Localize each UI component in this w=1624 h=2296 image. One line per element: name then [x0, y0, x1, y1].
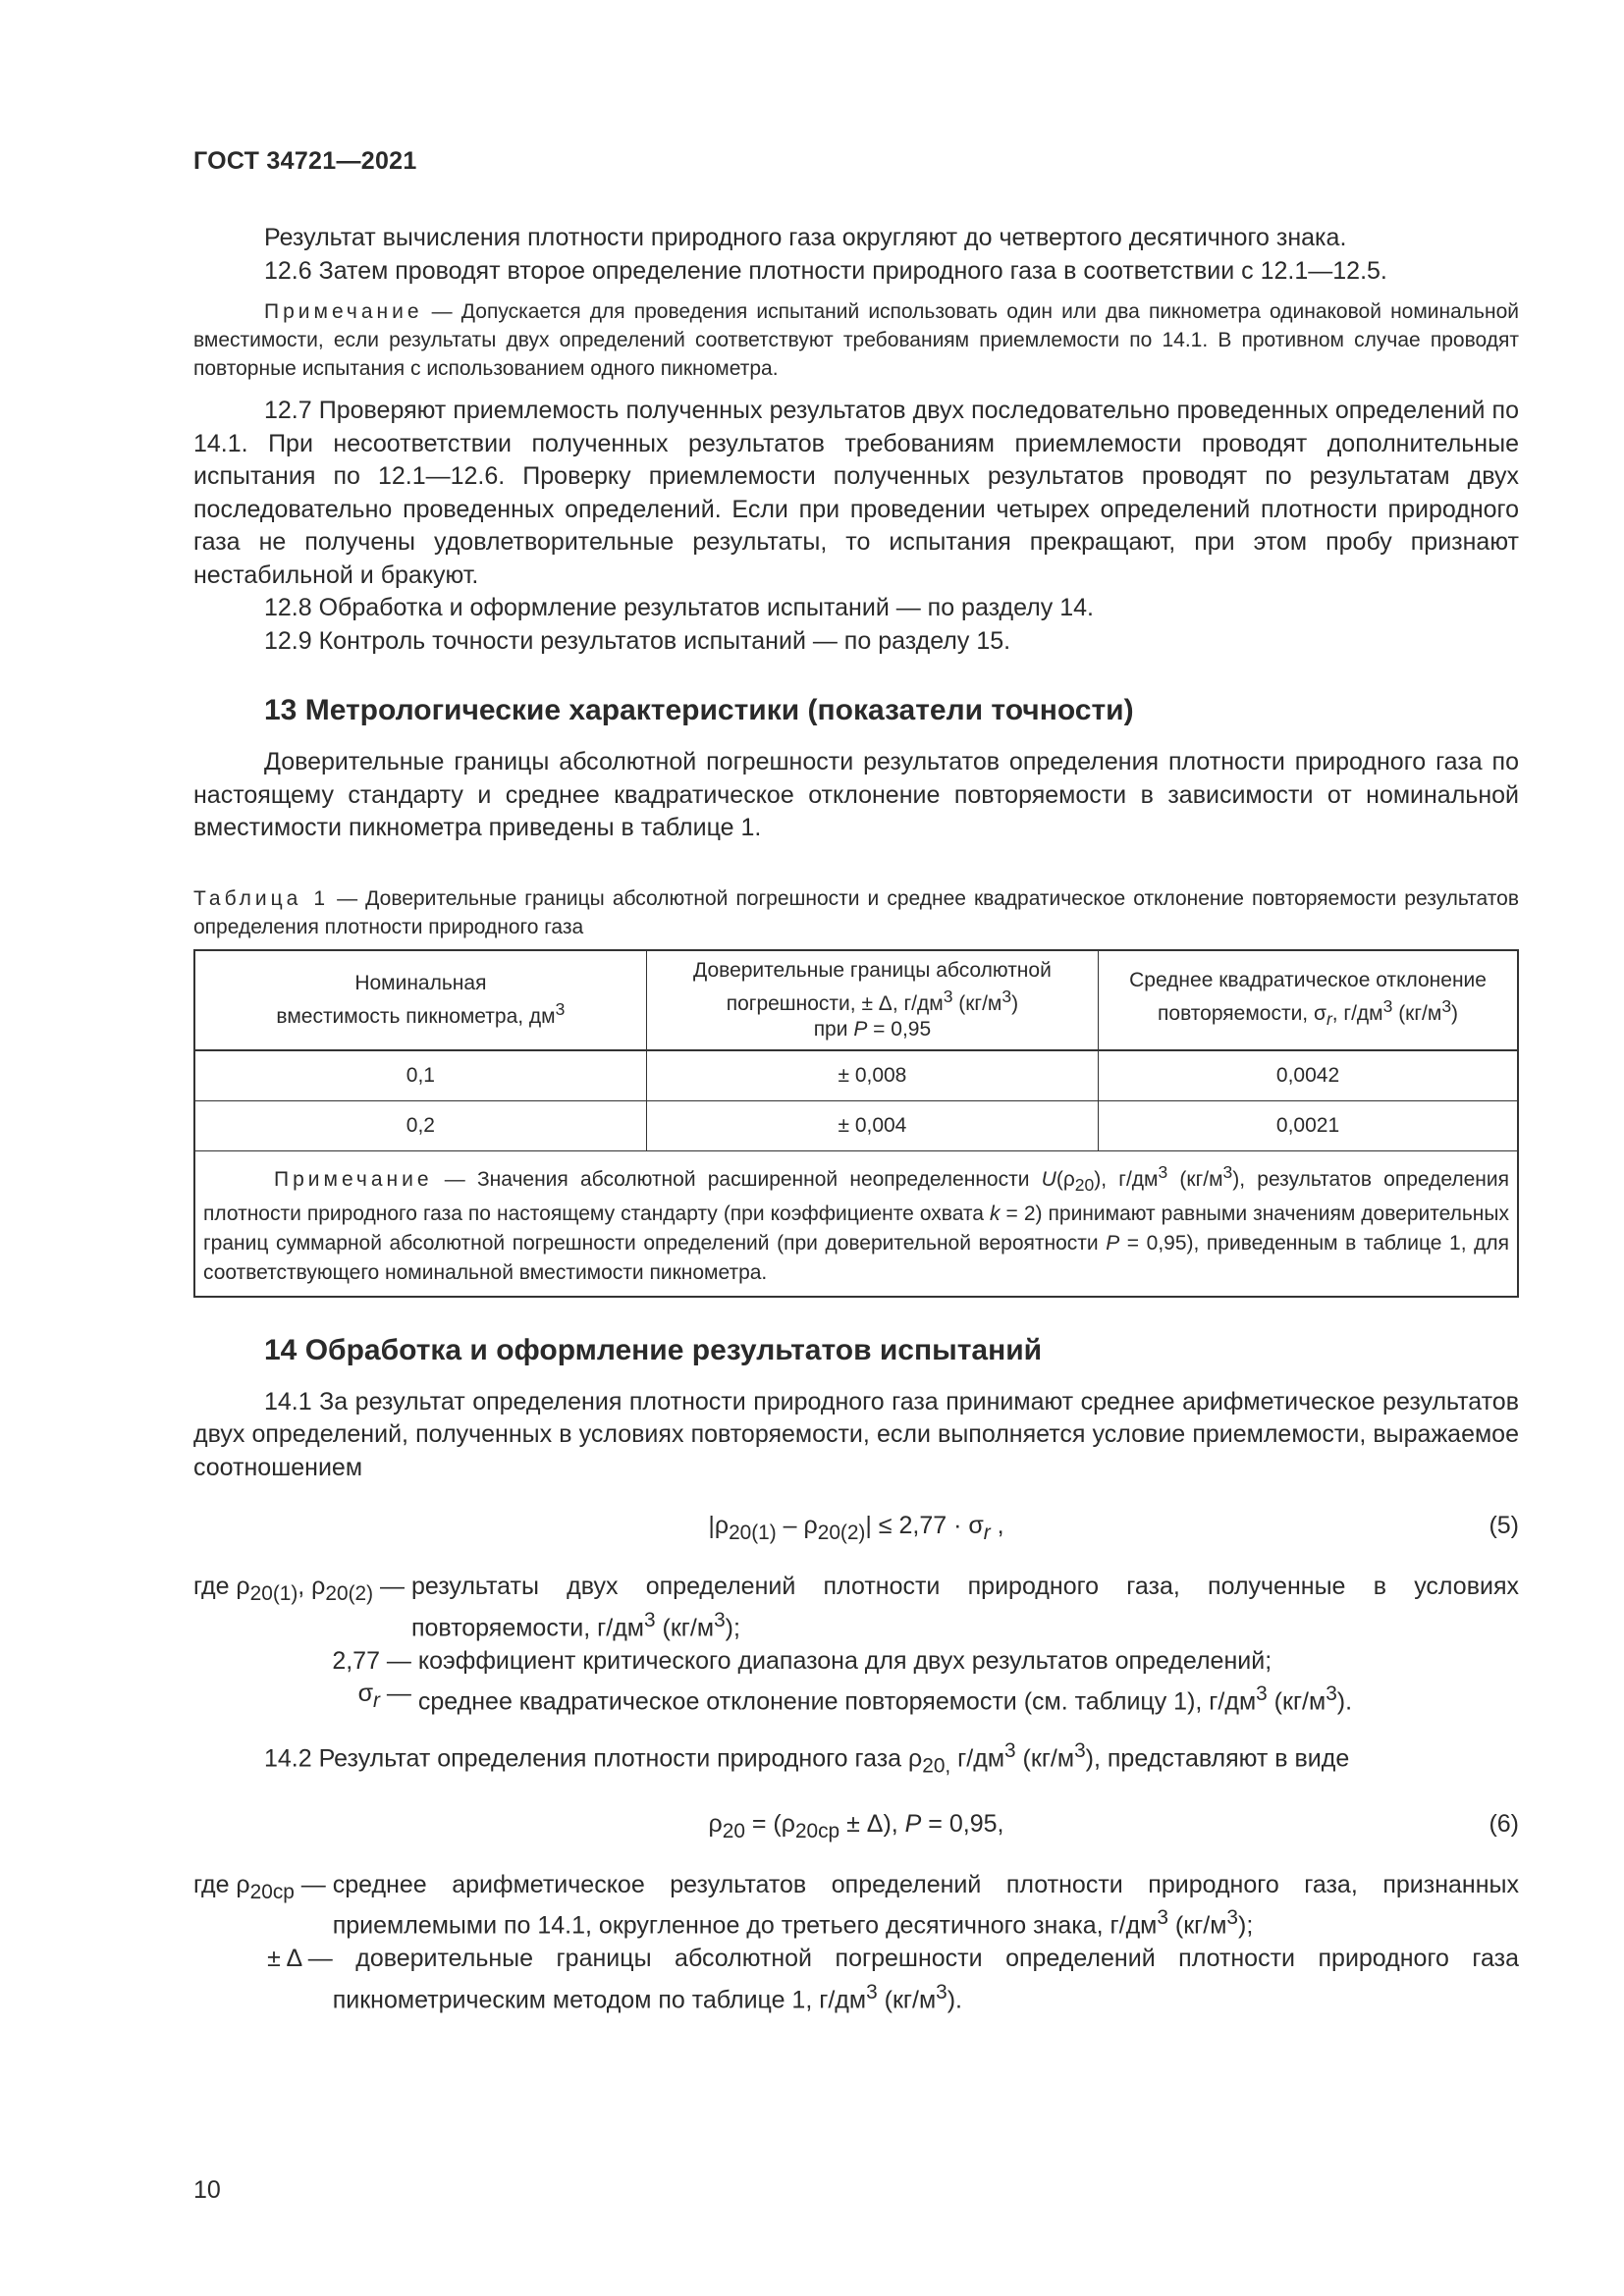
table-row [194, 1050, 1518, 1101]
equation-6-number: (6) [1489, 1809, 1519, 1838]
where-list-6 [193, 1869, 1519, 2017]
page-number: 10 [193, 2176, 221, 2204]
paragraph-12-8: 12.8 Обработка и оформление результатов испытаний — по разделу 14. [264, 594, 1094, 621]
equation-5-number: (5) [1489, 1512, 1519, 1540]
paragraph-12-6: 12.6 Затем проводят второе определение плотности природного газа в соответствии с 12.1—12.5. [264, 256, 1387, 285]
table-header-row [194, 950, 1518, 1050]
equation-6 [193, 1808, 1519, 1842]
where-term: ± Δ — [267, 1945, 333, 1972]
equation-5-body: $|\rho_{20(1)} - \rho_{20(2)}| \le 2,77 \cdot \sigma_r$ , [708, 1512, 1004, 1545]
note-text: — Допускается для проведения испытаний использовать один или два пикнометра одинаковой номинальной вместимости, если результаты двух определений соответствуют требованиям приемлемости по 14.1. В противном случае проводят повторные испытания с использованием одного пикнометра. [193, 300, 1519, 380]
cell-limits: ± 0,008 [646, 1050, 1098, 1101]
cell-sd: 0,0042 [1099, 1050, 1518, 1101]
where-list-5 [193, 1571, 1519, 1719]
note-12-6 [193, 297, 1519, 383]
where-definition: среднее квадратическое отклонение повторяемости (см. таблицу 1), $г/дм^3$ $(кг/м^3)$. [417, 1682, 1353, 1716]
col-header-capacity: Номинальная вместимость пикнометра, $дм^3$ [194, 950, 646, 1050]
section-13-heading: 13 Метрологические характеристики (показатели точности) [264, 694, 1134, 726]
table-note: Примечание — Значения абсолютной расширенной неопределенности $U(\rho_{20})$, $г/дм^3$ $(кг/м^3)$, результатов определения плотности природного газа по настоящему стандарту (при коэффициенте охвата k = 2) принимают равными значениям доверительных границ суммарной абсолютной погрешности определений (при доверительной вероятности P = 0,95), приведенным в таблице 1, для соответствующего номинальной вместимости пикнометра. [194, 1150, 1518, 1297]
where-definition: коэффициент критического диапазона для двух результатов определений; [417, 1646, 1272, 1675]
where-term: $\sigma_r$ — [357, 1680, 411, 1713]
table-row [194, 1100, 1518, 1150]
where-definition: доверительные границы абсолютной погрешности определений плотности природного газа пикнометрическим методом по таблице 1, $г/дм^3$ $(кг/м^3)$. [332, 1945, 1519, 2013]
table-caption-label: Таблица 1 [193, 886, 330, 910]
note-label: Примечание [264, 300, 423, 323]
cell-capacity: 0,2 [194, 1100, 646, 1150]
cell-sd: 0,0021 [1099, 1100, 1518, 1150]
where-definition: среднее арифметическое результатов определений плотности природного газа, признанных приемлемыми по 14.1, округленное до третьего десятичного знака, $г/дм^3$ $(кг/м^3)$; [332, 1870, 1519, 1940]
section-13-intro: Доверительные границы абсолютной погрешности результатов определения плотности природного газа по настоящему стандарту и среднее квадратическое отклонение повторяемости в зависимости от номинальной вместимости пикнометра приведены в таблице 1. [193, 748, 1519, 841]
table-1 [193, 949, 1519, 1298]
cell-capacity: 0,1 [194, 1050, 646, 1101]
col-header-limits: Доверительные границы абсолютной погрешности, ± Δ, $г/дм^3$ $(кг/м^3)$ при P = 0,95 [646, 950, 1098, 1050]
col-header-sd: Среднее квадратическое отклонение повторяемости, $\sigma_r$, $г/дм^3$ $(кг/м^3)$ [1099, 950, 1518, 1050]
section-14-heading: 14 Обработка и оформление результатов испытаний [264, 1333, 1043, 1366]
where-definition: результаты двух определений плотности природного газа, полученные в условиях повторяемости, $г/дм^3$ $(кг/м^3)$; [410, 1573, 1519, 1642]
paragraph-12-7: 12.7 Проверяют приемлемость полученных результатов двух последовательно проведенных определений по 14.1. При несоответствии полученных результатов требованиям приемлемости проводят дополнительные испытания по 12.1—12.6. Проверку приемлемости полученных результатов проводят по результатам двух последовательно проведенных определений. Если при проведении четырех определений плотности природного газа не получены удовлетворительные результаты, то испытания прекращают, при этом пробу признают нестабильной и бракуют. [193, 397, 1519, 589]
page-content [193, 222, 1519, 2016]
cell-limits: ± 0,004 [646, 1100, 1098, 1150]
paragraph-14-1: 14.1 За результат определения плотности природного газа принимают среднее арифметическое результатов двух определений, полученных в условиях повторяемости, если выполняется условие приемлемости, выражаемое соотношением [193, 1387, 1519, 1481]
table-1-caption [193, 884, 1519, 941]
table-note-row [194, 1150, 1518, 1297]
paragraph-rounding: Результат вычисления плотности природного газа округляют до четвертого десятичного знака. [264, 224, 1347, 251]
equation-6-body: $\rho_{20} = (\rho_{20ср} \pm \Delta)$, P = 0,95, [708, 1809, 1004, 1842]
where-term: где $\rho_{20(1)}$, $\rho_{20(2)}$ — [193, 1573, 405, 1606]
paragraph-14-2: 14.2 Результат определения плотности природного газа $\rho_{20,}$ $г/дм^3$ $(кг/м^3)$, представляют в виде [264, 1738, 1350, 1778]
where-term: 2,77 — [332, 1646, 411, 1675]
paragraph-12-9: 12.9 Контроль точности результатов испытаний — по разделу 15. [264, 626, 1011, 655]
where-term: где $\rho_{20ср}$ — [193, 1870, 326, 1903]
document-header: ГОСТ 34721—2021 [193, 147, 417, 175]
table-caption-text: — Доверительные границы абсолютной погрешности и среднее квадратическое отклонение повторяемости результатов определения плотности природного газа [193, 886, 1519, 938]
equation-5 [193, 1510, 1519, 1543]
